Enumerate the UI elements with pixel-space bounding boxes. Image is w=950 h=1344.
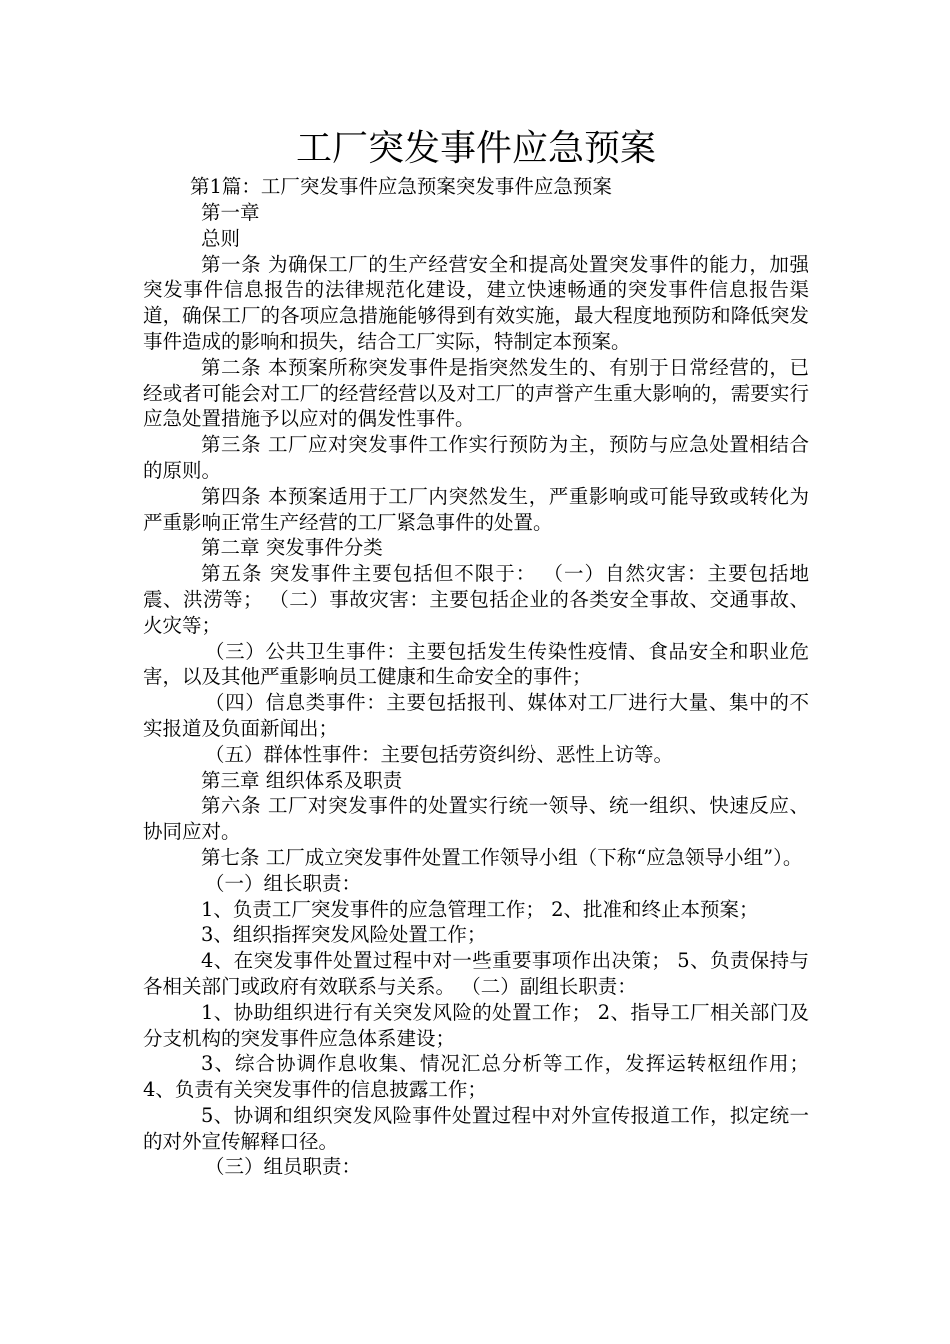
- document-subtitle: 第1篇：工厂突发事件应急预案突发事件应急预案: [190, 175, 612, 198]
- article-1: 第一条 为确保工厂的生产经营安全和提高处置突发事件的能力，加强突发事件信息报告的法律规范化建设，建立快速畅通的突发事件信息报告渠道，确保工厂的各项应急措施能够得到有效实施，最大程度地预防和降低突发事件造成的影响和损失，结合工厂实际，特制定本预案。: [143, 252, 809, 353]
- chapter-name: 总则: [201, 226, 241, 250]
- leader-duty-4-5: 4、在突发事件处置过程中对一些重要事项作出决策； 5、负责保持与各相关部门或政府有效联系与关系。 （二）副组长职责：: [143, 949, 809, 998]
- item-mass-incident: （五）群体性事件：主要包括劳资纠纷、恶性上访等。: [205, 742, 674, 766]
- deputy-duty-5: 5、协调和组织突发风险事件处置过程中对外宣传报道工作，拟定统一的对外宣传解释口径。: [143, 1103, 809, 1153]
- leader-duty-3: 3、组织指挥突发风险处置工作；: [201, 923, 487, 947]
- article-4: 第四条 本预案适用于工厂内突然发生，严重影响或可能导致或转化为严重影响正常生产经营的工厂紧急事件的处置。: [143, 484, 809, 534]
- article-2: 第二条 本预案所称突发事件是指突然发生的、有别于日常经营的，已经或者可能会对工厂的经营经营以及对工厂的声誉产生重大影响的，需要实行应急处置措施予以应对的偶发性事件。: [143, 355, 809, 431]
- article-7: 第七条 工厂成立突发事件处置工作领导小组（下称“应急领导小组”）。: [201, 845, 803, 869]
- deputy-duty-3-4: 3、综合协调作息收集、情况汇总分析等工作，发挥运转枢纽作用； 4、负责有关突发事件的信息披露工作；: [143, 1052, 809, 1102]
- chapter-heading: 第一章: [201, 201, 260, 224]
- leader-duty-1-2: 1、负责工厂突发事件的应急管理工作； 2、批准和终止本预案；: [201, 897, 759, 921]
- chapter-3-heading: 第三章 组织体系及职责: [201, 768, 403, 792]
- document-title: 工厂突发事件应急预案: [295, 128, 656, 169]
- member-duties-heading: （三）组员职责：: [205, 1155, 362, 1179]
- leader-duties-heading: （一）组长职责：: [205, 871, 362, 895]
- article-6: 第六条 工厂对突发事件的处置实行统一领导、统一组织、快速反应、协同应对。: [143, 794, 809, 844]
- deputy-duty-1-2: 1、协助组织进行有关突发风险的处置工作； 2、指导工厂相关部门及分支机构的突发事件应急体系建设；: [143, 1000, 809, 1050]
- item-public-health: （三）公共卫生事件：主要包括发生传染性疫情、食品安全和职业危害，以及其他严重影响员工健康和生命安全的事件；: [143, 639, 809, 689]
- document-page: [143, 124, 809, 1180]
- chapter-2-heading: 第二章 突发事件分类: [201, 536, 383, 560]
- article-5: 第五条 突发事件主要包括但不限于： （一）自然灾害：主要包括地震、洪涝等； （二）事故灾害：主要包括企业的各类安全事故、交通事故、火灾等；: [143, 562, 809, 637]
- article-3: 第三条 工厂应对突发事件工作实行预防为主，预防与应急处置相结合的原则。: [143, 433, 809, 482]
- item-information: （四）信息类事件：主要包括报刊、媒体对工厂进行大量、集中的不实报道及负面新闻出；: [143, 691, 809, 740]
